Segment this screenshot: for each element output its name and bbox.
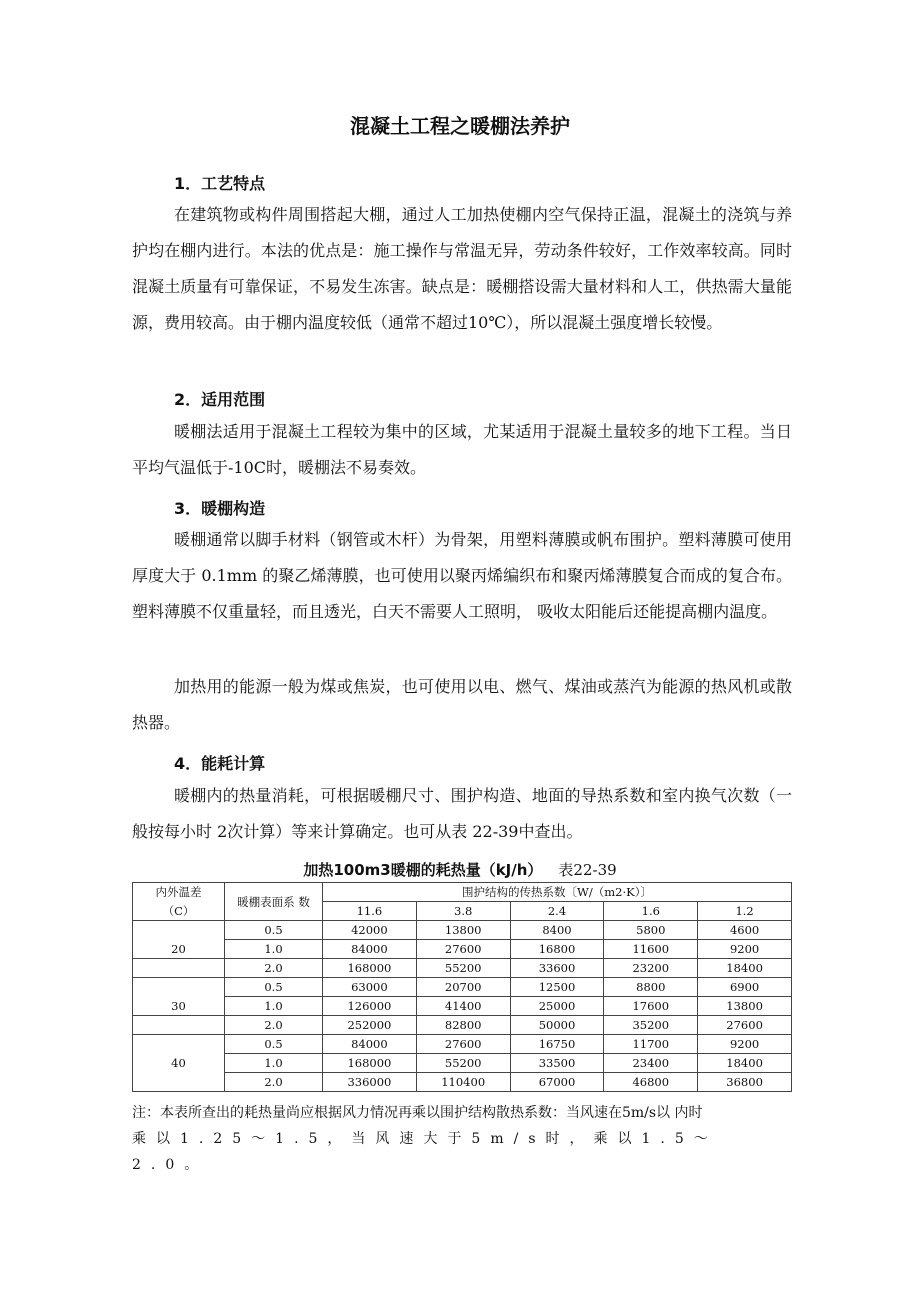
cell-value: 35200 [604, 1016, 698, 1035]
table-row [133, 1054, 792, 1073]
cell-value: 18400 [698, 1054, 792, 1073]
table-row [133, 978, 792, 997]
cell-value: 110400 [416, 1073, 510, 1092]
cell-value: 18400 [698, 959, 792, 978]
cell-coef: 0.5 [225, 1035, 323, 1054]
table-note-line-2: 乘以1.25～1.5，当风速大于5m/s时，乘以1.5～2.0。 [132, 1131, 718, 1173]
cell-value: 84000 [323, 1035, 417, 1054]
paragraph-scope: 暖棚法适用于混凝土工程较为集中的区域，尤某适用于混凝土量较多的地下工程。当日平均气温低于-10C时，暖棚法不易奏效。 [132, 422, 792, 477]
cell-value: 55200 [416, 959, 510, 978]
cell-value: 46800 [604, 1073, 698, 1092]
cell-value: 41400 [416, 997, 510, 1016]
cell-value: 27600 [416, 1035, 510, 1054]
heat-consumption-table [132, 882, 792, 1092]
table-row [133, 940, 792, 959]
cell-value: 23200 [604, 959, 698, 978]
section-heading-structure: 3．暖棚构造 [174, 499, 266, 518]
cell-value: 63000 [323, 978, 417, 997]
cell-value: 168000 [323, 1054, 417, 1073]
cell-coef: 1.0 [225, 1054, 323, 1073]
table-number: 表22-39 [558, 861, 617, 879]
table-row [133, 921, 792, 940]
header-k-value: 11.6 [323, 902, 417, 921]
table-header-row [133, 883, 792, 902]
header-k-value: 3.8 [416, 902, 510, 921]
section-heading-energy-calc: 4．能耗计算 [174, 754, 266, 773]
cell-value: 12500 [510, 978, 604, 997]
cell-temp-diff: 40 [133, 1054, 225, 1073]
cell-value: 8800 [604, 978, 698, 997]
cell-value: 4600 [698, 921, 792, 940]
cell-value: 6900 [698, 978, 792, 997]
header-temp-diff: 内外温差 [133, 883, 225, 902]
cell-value: 9200 [698, 940, 792, 959]
cell-value: 16800 [510, 940, 604, 959]
table-note-line-1: 注：本表所查出的耗热量尚应根据风力情况再乘以围护结构散热系数：当风速在5m/s以 内时 [132, 1105, 703, 1121]
cell-coef: 0.5 [225, 978, 323, 997]
cell-value: 336000 [323, 1073, 417, 1092]
header-k-value: 1.2 [698, 902, 792, 921]
table-caption-title: 加热100m3暖棚的耗热量（kJ/h） [303, 861, 543, 879]
cell-coef: 2.0 [225, 959, 323, 978]
paragraph-energy-calc: 暖棚内的热量消耗，可根据暖棚尺寸、围护构造、地面的导热系数和室内换气次数（一般按每小时 2次计算）等来计算确定。也可从表 22-39中查出。 [132, 786, 792, 841]
cell-value: 168000 [323, 959, 417, 978]
cell-value: 82800 [416, 1016, 510, 1035]
cell-value: 50000 [510, 1016, 604, 1035]
header-k-value: 2.4 [510, 902, 604, 921]
page-title: 混凝土工程之暖棚法养护 [350, 114, 570, 138]
cell-coef: 2.0 [225, 1016, 323, 1035]
cell-coef: 0.5 [225, 921, 323, 940]
cell-value: 252000 [323, 1016, 417, 1035]
cell-value: 16750 [510, 1035, 604, 1054]
paragraph-structure: 暖棚通常以脚手材料（钢管或木杆）为骨架，用塑料薄膜或帆布围护。塑料薄膜可使用厚度大于 0.1mm 的聚乙烯薄膜，也可使用以聚丙烯编织布和聚丙烯薄膜复合而成的复合布。塑料薄膜不仅重量轻，而且透光，白天不需要人工照明， 吸收太阳能后还能提高棚内温度。 [132, 530, 792, 621]
header-temp-unit: （C） [133, 902, 225, 921]
cell-value: 84000 [323, 940, 417, 959]
table-row [133, 1016, 792, 1035]
cell-value: 25000 [510, 997, 604, 1016]
cell-coef: 2.0 [225, 1073, 323, 1092]
cell-value: 13800 [416, 921, 510, 940]
header-k-value: 1.6 [604, 902, 698, 921]
cell-value: 11700 [604, 1035, 698, 1054]
section-heading-scope: 2．适用范围 [174, 390, 266, 409]
cell-value: 11600 [604, 940, 698, 959]
header-heat-transfer-coef: 围护结构的传热系数〔W/（m2·K）〕 [323, 883, 792, 902]
cell-value: 9200 [698, 1035, 792, 1054]
paragraph-energy-source: 加热用的能源一般为煤或焦炭，也可使用以电、燃气、煤油或蒸汽为能源的热风机或散热器。 [132, 677, 792, 732]
cell-value: 8400 [510, 921, 604, 940]
cell-value: 23400 [604, 1054, 698, 1073]
cell-value: 55200 [416, 1054, 510, 1073]
cell-temp-diff: 20 [133, 940, 225, 959]
table-note [132, 1100, 792, 1178]
table-row [133, 959, 792, 978]
cell-value: 36800 [698, 1073, 792, 1092]
header-surface-coef: 暖棚表面系 数 [225, 883, 323, 921]
table-row [133, 1073, 792, 1092]
cell-value: 13800 [698, 997, 792, 1016]
cell-coef: 1.0 [225, 940, 323, 959]
cell-value: 20700 [416, 978, 510, 997]
cell-value: 42000 [323, 921, 417, 940]
cell-value: 33500 [510, 1054, 604, 1073]
cell-value: 5800 [604, 921, 698, 940]
paragraph-process-features: 在建筑物或构件周围搭起大棚，通过人工加热使棚内空气保持正温，混凝土的浇筑与养护均在棚内进行。本法的优点是：施工操作与常温无异，劳动条件较好，工作效率较高。同时混凝土质量有可靠保证，不易发生冻害。缺点是：暖棚搭设需大量材料和人工，供热需大量能源，费用较高。由于棚内温度较低（通常不超过10℃），所以混凝土强度增长较慢。 [132, 205, 792, 332]
section-heading-process-features: 1．工艺特点 [174, 174, 266, 193]
table-caption [0, 859, 920, 880]
cell-value: 27600 [698, 1016, 792, 1035]
cell-value: 67000 [510, 1073, 604, 1092]
cell-value: 17600 [604, 997, 698, 1016]
cell-value: 27600 [416, 940, 510, 959]
table-row [133, 997, 792, 1016]
cell-value: 126000 [323, 997, 417, 1016]
cell-temp-diff: 30 [133, 997, 225, 1016]
cell-value: 33600 [510, 959, 604, 978]
cell-coef: 1.0 [225, 997, 323, 1016]
table-row [133, 1035, 792, 1054]
